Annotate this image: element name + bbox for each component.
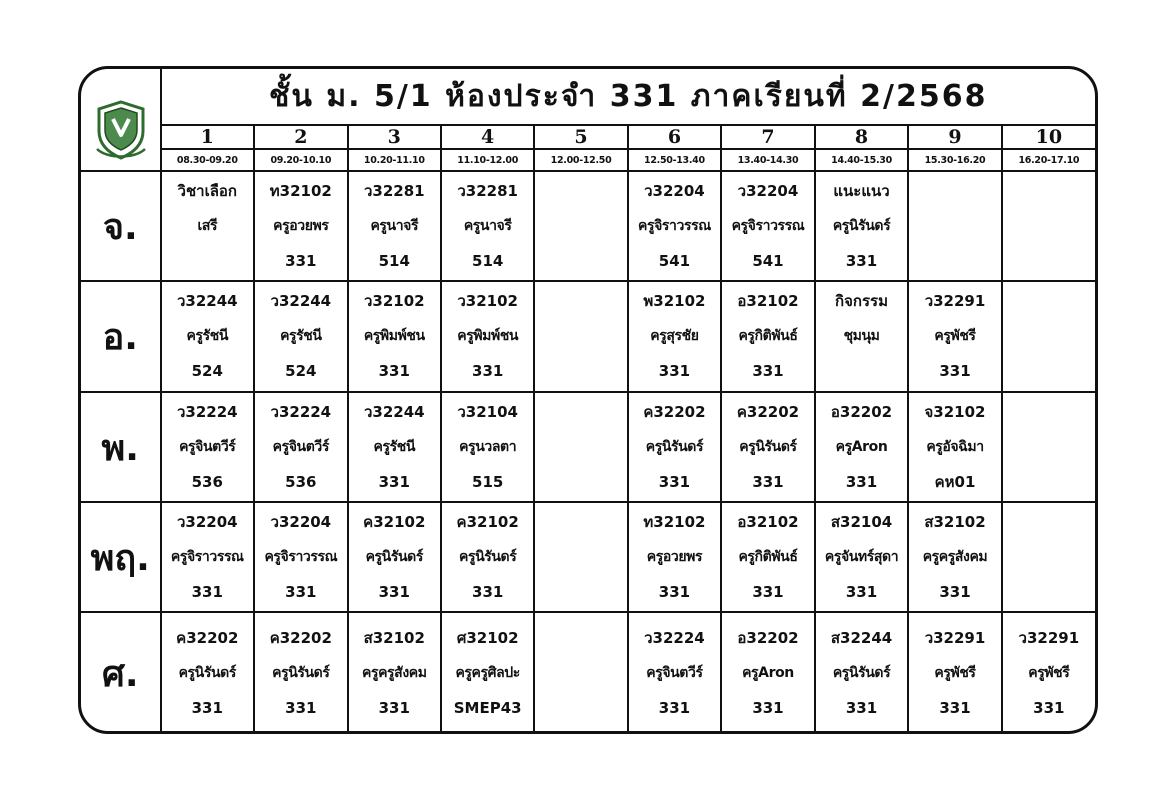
- room-number: [535, 575, 626, 610]
- room-number: 331: [939, 699, 971, 717]
- period-time: 15.30-16.20: [908, 149, 1001, 171]
- course-code: ว32204: [270, 512, 332, 531]
- course-code: ท32102: [643, 512, 706, 531]
- course-code: ส32104: [830, 512, 893, 531]
- period-time: 12.00-12.50: [534, 149, 627, 171]
- teacher-name: [535, 430, 626, 465]
- room-number: 515: [472, 472, 504, 491]
- course-code: อ32102: [737, 512, 799, 531]
- teacher-name: ครูครูศิลปะ: [455, 665, 520, 681]
- room-number: 331: [845, 251, 878, 270]
- teacher-name: ครูรัชนี: [280, 328, 322, 344]
- room-number: 331: [752, 362, 784, 380]
- teacher-name: ครูAron: [742, 665, 794, 681]
- teacher-name: ครูรัชนี: [373, 438, 416, 455]
- teacher-name: ครูกิติพันธ์: [738, 548, 798, 565]
- class-cell: [628, 392, 722, 502]
- room-number: 331: [939, 582, 971, 601]
- course-code: ท32102: [269, 181, 332, 200]
- class-cell: [628, 171, 722, 281]
- room-number: 331: [378, 362, 410, 380]
- period-time: 10.20-11.10: [348, 149, 441, 171]
- class-cell: [348, 612, 441, 734]
- day-label: จ.: [81, 171, 161, 281]
- teacher-name: ครูนิรันดร์: [832, 217, 891, 234]
- room-number: 331: [658, 582, 691, 601]
- day-row: [81, 281, 1095, 392]
- room-number: [1003, 354, 1095, 389]
- teacher-name: ชุมนุม: [843, 328, 880, 344]
- class-cell: [1002, 281, 1095, 392]
- course-code: [1003, 284, 1095, 319]
- teacher-name: ครูจิราวรรณ: [264, 548, 338, 565]
- class-cell: [908, 392, 1001, 502]
- day-row: [81, 171, 1095, 281]
- course-code: ว32224: [270, 402, 332, 421]
- course-code: [1003, 174, 1095, 209]
- room-number: 524: [191, 362, 223, 380]
- course-code: [1003, 395, 1095, 430]
- room-number: [1003, 575, 1095, 610]
- timetable-grid: [81, 69, 1095, 734]
- course-code: ค32202: [269, 629, 332, 647]
- day-label: พฤ.: [81, 502, 161, 612]
- course-code: ว32104: [457, 402, 518, 421]
- day-label: อ.: [81, 281, 161, 392]
- room-number: คห01: [934, 472, 976, 491]
- class-cell: [161, 171, 255, 281]
- course-code: ส32244: [830, 629, 893, 647]
- teacher-name: ครูนิรันดร์: [832, 665, 891, 681]
- class-cell: [348, 281, 441, 392]
- room-number: [816, 354, 908, 389]
- course-code: [535, 505, 626, 540]
- period-number: 7: [721, 125, 815, 149]
- course-code: [535, 395, 626, 430]
- class-cell: [441, 281, 534, 392]
- period-number: 2: [254, 125, 348, 149]
- room-number: 331: [752, 582, 784, 601]
- class-cell: [534, 502, 627, 612]
- teacher-name: [1003, 319, 1095, 354]
- room-number: 331: [378, 699, 410, 717]
- teacher-name: ครูAron: [835, 438, 888, 455]
- period-number: 3: [348, 125, 441, 149]
- room-number: 331: [285, 699, 317, 717]
- course-code: อ32102: [737, 292, 799, 310]
- class-cell: [534, 171, 627, 281]
- period-number: 4: [441, 125, 534, 149]
- teacher-name: ครูนิรันดร์: [178, 665, 236, 681]
- class-cell: [721, 171, 815, 281]
- room-number: [1003, 465, 1095, 500]
- course-code: ว32224: [644, 629, 705, 647]
- room-number: 514: [378, 251, 410, 270]
- teacher-name: ครูนิรันดร์: [272, 665, 330, 681]
- period-time: 08.30-09.20: [161, 149, 255, 171]
- class-cell: [441, 392, 534, 502]
- teacher-name: ครูพิมพ์ชน: [457, 328, 519, 344]
- period-time: 09.20-10.10: [254, 149, 348, 171]
- room-number: 331: [285, 582, 317, 601]
- period-number: 8: [815, 125, 909, 149]
- teacher-name: ครูจันทร์สุดา: [824, 548, 899, 565]
- class-cell: [348, 392, 441, 502]
- teacher-name: ครูจินตวีร์: [272, 438, 329, 455]
- class-cell: [908, 281, 1001, 392]
- class-cell: [161, 502, 255, 612]
- course-code: ว32281: [457, 181, 518, 200]
- period-time: 16.20-17.10: [1002, 149, 1095, 171]
- course-code: ว32204: [737, 181, 799, 200]
- day-label: พ.: [81, 392, 161, 502]
- room-number: 541: [752, 251, 784, 270]
- class-cell: [908, 612, 1001, 734]
- class-cell: [815, 612, 909, 734]
- class-cell: [161, 281, 255, 392]
- day-row: [81, 502, 1095, 612]
- course-code: วิชาเลือก: [177, 181, 237, 200]
- room-number: 331: [752, 699, 784, 717]
- course-code: ว32281: [363, 181, 425, 200]
- course-code: [535, 284, 626, 319]
- room-number: [1003, 244, 1095, 279]
- class-cell: [1002, 502, 1095, 612]
- teacher-name: ครูอัจฉิมา: [926, 438, 984, 455]
- class-cell: [441, 171, 534, 281]
- teacher-name: [1003, 430, 1095, 465]
- class-cell: [254, 502, 348, 612]
- teacher-name: ครูจิราวรรณ: [638, 217, 711, 234]
- room-number: 331: [939, 362, 971, 380]
- class-cell: [628, 612, 722, 734]
- room-number: SMEP43: [453, 699, 522, 717]
- teacher-name: [535, 656, 626, 691]
- room-number: 331: [191, 699, 223, 717]
- room-number: 331: [472, 362, 504, 380]
- class-cell: [628, 502, 722, 612]
- teacher-name: [1003, 540, 1095, 575]
- course-code: ค32102: [456, 512, 519, 531]
- room-number: 536: [285, 472, 317, 491]
- day-row: [81, 392, 1095, 502]
- class-cell: [908, 502, 1001, 612]
- teacher-name: ครูอวยพร: [646, 548, 703, 565]
- course-code: ส32102: [924, 512, 986, 531]
- class-cell: [908, 171, 1001, 281]
- teacher-name: ครูจินตวีร์: [179, 438, 236, 455]
- room-number: [535, 691, 626, 726]
- class-cell: [254, 281, 348, 392]
- teacher-name: ครูกิติพันธ์: [738, 328, 798, 344]
- course-code: ว32244: [363, 402, 425, 421]
- course-code: ค32202: [736, 402, 800, 421]
- class-cell: [815, 171, 909, 281]
- period-time: 13.40-14.30: [721, 149, 815, 171]
- course-code: ว32291: [1018, 629, 1080, 647]
- period-time: 11.10-12.00: [441, 149, 534, 171]
- class-cell: [161, 612, 255, 734]
- class-cell: [441, 612, 534, 734]
- room-number: 331: [658, 472, 691, 491]
- class-cell: [534, 612, 627, 734]
- course-code: พ32102: [643, 292, 706, 310]
- course-code: อ32202: [830, 402, 893, 421]
- class-cell: [1002, 171, 1095, 281]
- class-cell: [254, 392, 348, 502]
- class-cell: [721, 281, 815, 392]
- class-cell: [1002, 392, 1095, 502]
- class-cell: [348, 171, 441, 281]
- class-cell: [815, 392, 909, 502]
- course-code: ว32291: [924, 629, 986, 647]
- course-code: ว32102: [457, 292, 518, 310]
- course-code: [535, 621, 626, 656]
- course-code: ว32224: [176, 402, 238, 421]
- room-number: 514: [472, 251, 504, 270]
- class-cell: [441, 502, 534, 612]
- room-number: 331: [285, 251, 317, 270]
- room-number: [162, 244, 254, 279]
- room-number: [535, 354, 626, 389]
- course-code: ว32244: [176, 292, 238, 310]
- course-code: จ32102: [924, 402, 986, 421]
- room-number: 331: [191, 582, 223, 601]
- teacher-name: ครูจินตวีร์: [646, 665, 703, 681]
- room-number: [535, 465, 626, 500]
- room-number: 331: [472, 582, 504, 601]
- course-code: [535, 174, 626, 209]
- teacher-name: ครูพัชรี: [934, 328, 976, 344]
- course-code: ค32102: [363, 512, 426, 531]
- teacher-name: ครูนาจรี: [463, 217, 512, 234]
- room-number: 331: [658, 699, 691, 717]
- course-code: กิจกรรม: [835, 292, 889, 310]
- course-code: แนะแนว: [833, 181, 890, 200]
- room-number: 331: [845, 472, 878, 491]
- class-cell: [254, 171, 348, 281]
- teacher-name: ครูพิมพ์ชน: [363, 328, 425, 344]
- teacher-name: [535, 540, 626, 575]
- period-number: 6: [628, 125, 722, 149]
- period-time: 14.40-15.30: [815, 149, 909, 171]
- class-cell: [721, 502, 815, 612]
- teacher-name: ครูรัชนี: [186, 328, 229, 344]
- teacher-name: ครูนิรันดร์: [458, 548, 517, 565]
- course-code: ว32204: [176, 512, 238, 531]
- class-cell: [1002, 612, 1095, 734]
- room-number: [535, 244, 626, 279]
- period-number: 5: [534, 125, 627, 149]
- room-number: 331: [378, 582, 410, 601]
- class-cell: [721, 392, 815, 502]
- teacher-name: ครูพัชรี: [1028, 665, 1070, 681]
- teacher-name: ครูนิรันดร์: [739, 438, 797, 455]
- teacher-name: เสรี: [197, 217, 218, 234]
- teacher-name: [909, 209, 1000, 244]
- course-code: ค32202: [643, 402, 706, 421]
- course-code: ศ32102: [456, 629, 519, 647]
- page-title: ชั้น ม. 5/1 ห้องประจำ 331 ภาคเรียนที่ 2/2568: [161, 69, 1096, 125]
- course-code: ว32291: [924, 292, 986, 310]
- teacher-name: ครูพัชรี: [934, 665, 976, 681]
- period-number: 10: [1002, 125, 1095, 149]
- course-code: ว32204: [644, 181, 705, 200]
- room-number: 536: [191, 472, 223, 491]
- teacher-name: ครูจิราวรรณ: [731, 217, 805, 234]
- teacher-name: ครูสุรชัย: [650, 328, 699, 344]
- teacher-name: [1003, 209, 1095, 244]
- course-code: [1003, 505, 1095, 540]
- room-number: 524: [285, 362, 317, 380]
- course-code: ส32102: [363, 629, 425, 647]
- logo-cell: [81, 69, 161, 171]
- teacher-name: ครูนวลตา: [459, 438, 517, 455]
- teacher-name: ครูจิราวรรณ: [170, 548, 244, 565]
- teacher-name: ครูครูสังคม: [362, 665, 427, 681]
- period-number: 9: [908, 125, 1001, 149]
- room-number: 331: [658, 362, 691, 380]
- course-code: อ32202: [737, 629, 799, 647]
- course-code: [909, 174, 1000, 209]
- course-code: ว32102: [363, 292, 425, 310]
- room-number: 331: [752, 472, 784, 491]
- class-cell: [534, 392, 627, 502]
- teacher-name: ครูนาจรี: [370, 217, 419, 234]
- room-number: 331: [845, 582, 878, 601]
- room-number: 541: [658, 251, 691, 270]
- room-number: 331: [378, 472, 410, 491]
- room-number: 331: [1033, 699, 1065, 717]
- period-time: 12.50-13.40: [628, 149, 722, 171]
- course-code: ค32202: [176, 629, 239, 647]
- class-cell: [721, 612, 815, 734]
- teacher-name: [535, 209, 626, 244]
- day-label: ศ.: [81, 612, 161, 734]
- teacher-name: [535, 319, 626, 354]
- room-number: [909, 244, 1000, 279]
- teacher-name: ครูครูสังคม: [922, 548, 988, 565]
- teacher-name: ครูนิรันดร์: [365, 548, 423, 565]
- day-row: [81, 612, 1095, 734]
- room-number: 331: [845, 699, 878, 717]
- class-cell: [348, 502, 441, 612]
- teacher-name: ครูอวยพร: [273, 217, 329, 234]
- period-number: 1: [161, 125, 255, 149]
- class-cell: [628, 281, 722, 392]
- class-cell: [815, 281, 909, 392]
- class-cell: [534, 281, 627, 392]
- course-code: ว32244: [270, 292, 332, 310]
- teacher-name: ครูนิรันดร์: [645, 438, 704, 455]
- class-cell: [254, 612, 348, 734]
- class-cell: [161, 392, 255, 502]
- class-cell: [815, 502, 909, 612]
- timetable-frame: [78, 66, 1098, 734]
